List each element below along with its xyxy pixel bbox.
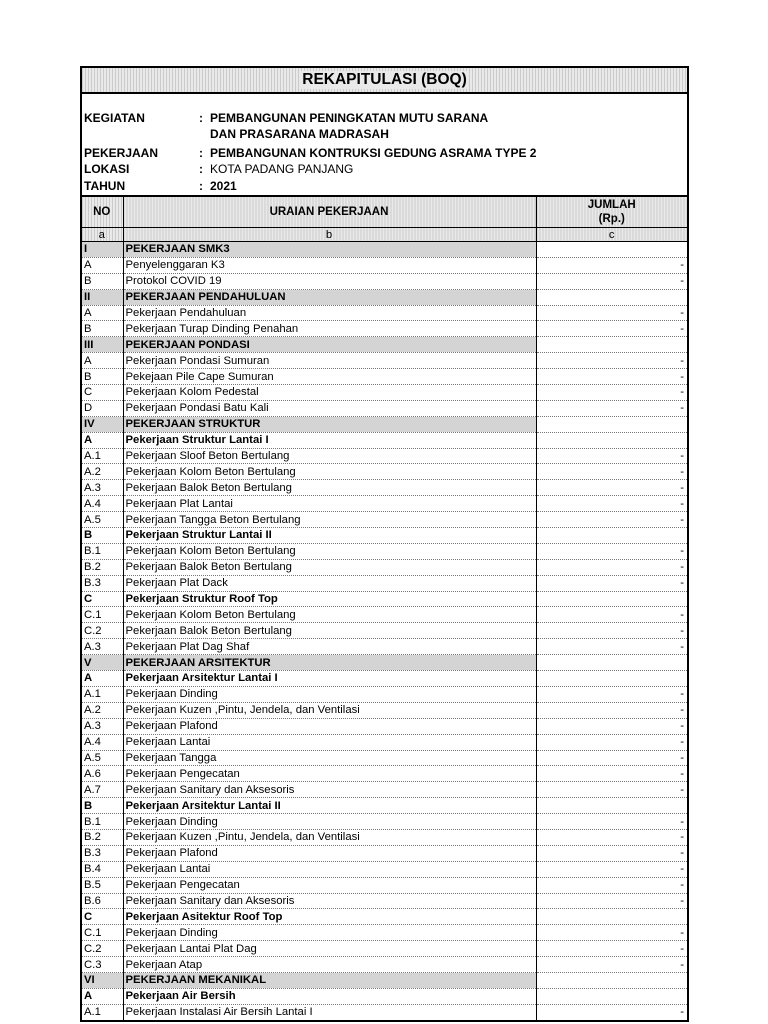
row-description: Pekerjaan Dinding [123, 814, 536, 830]
row-amount: - [536, 941, 688, 957]
section-row [81, 242, 688, 258]
table-row [81, 575, 688, 591]
row-amount: - [536, 273, 688, 289]
row-description: Pekerjaan Kolom Beton Bertulang [123, 464, 536, 480]
table-row [81, 941, 688, 957]
row-description: Pekerjaan Plat Dag Shaf [123, 639, 536, 655]
row-number: B.6 [81, 893, 123, 909]
row-number: B.1 [81, 814, 123, 830]
row-description: Pekerjaan Pengecatan [123, 766, 536, 782]
table-row [81, 448, 688, 464]
row-amount [536, 671, 688, 687]
table-row [81, 353, 688, 369]
table-row [81, 829, 688, 845]
colon: : [199, 179, 203, 193]
row-number: A.4 [81, 734, 123, 750]
kegiatan-value: PEMBANGUNAN PENINGKATAN MUTU SARANA [210, 111, 489, 125]
row-amount: - [536, 814, 688, 830]
table-row [81, 400, 688, 416]
row-description: Pekerjaan Pendahuluan [123, 305, 536, 321]
row-description: Pekerjaan Kuzen ,Pintu, Jendela, dan Ventilasi [123, 829, 536, 845]
table-row [81, 607, 688, 623]
row-description: Pekerjaan Dinding [123, 925, 536, 941]
table-row [81, 464, 688, 480]
row-number: A.6 [81, 766, 123, 782]
row-description: Pekerjaan Pondasi Batu Kali [123, 400, 536, 416]
row-description: Pekerjaan Air Bersih [123, 988, 536, 1004]
section-row [81, 289, 688, 305]
row-amount: - [536, 957, 688, 973]
group-row [81, 798, 688, 814]
row-number: C.2 [81, 941, 123, 957]
row-description: Pekerjaan Lantai [123, 861, 536, 877]
row-description: Pekerjaan Sanitary dan Aksesoris [123, 893, 536, 909]
table-header [81, 197, 688, 228]
header-uraian: URAIAN PEKERJAAN [123, 197, 536, 228]
row-description: Pekerjaan Kolom Beton Bertulang [123, 607, 536, 623]
table-row [81, 861, 688, 877]
row-number: A [81, 353, 123, 369]
row-description: Pekerjaan Plafond [123, 845, 536, 861]
table-row [81, 877, 688, 893]
row-description: Pekerjaan Atap [123, 957, 536, 973]
group-row [81, 671, 688, 687]
table-row [81, 543, 688, 559]
row-description: Pekerjaan Balok Beton Bertulang [123, 623, 536, 639]
row-number: B.3 [81, 575, 123, 591]
row-number: A.1 [81, 686, 123, 702]
table-row [81, 512, 688, 528]
table-row [81, 1004, 688, 1020]
row-description: Pekerjaan Plafond [123, 718, 536, 734]
row-number: A [81, 988, 123, 1004]
table-row [81, 305, 688, 321]
row-description: PEKERJAAN PONDASI [123, 337, 536, 353]
row-description: Pekerjaan Sanitary dan Aksesoris [123, 782, 536, 798]
row-description: Penyelenggaran K3 [123, 257, 536, 273]
row-amount: - [536, 1004, 688, 1020]
row-description: Pekerjaan Balok Beton Bertulang [123, 480, 536, 496]
row-description: Pekerjaan Arsitektur Lantai I [123, 671, 536, 687]
row-amount [536, 972, 688, 988]
row-amount: - [536, 734, 688, 750]
colon: : [199, 111, 203, 125]
row-description: Pekerjaan Balok Beton Bertulang [123, 559, 536, 575]
group-row [81, 432, 688, 448]
row-number: IV [81, 416, 123, 432]
row-description: PEKERJAAN PENDAHULUAN [123, 289, 536, 305]
boq-sheet [80, 66, 689, 1022]
row-description: Pekerjaan Plat Lantai [123, 496, 536, 512]
table-row [81, 766, 688, 782]
table-row [81, 925, 688, 941]
table-row [81, 845, 688, 861]
row-number: A [81, 432, 123, 448]
table-row [81, 702, 688, 718]
row-description: Pekerjaan Tangga Beton Bertulang [123, 512, 536, 528]
row-description: PEKERJAAN STRUKTUR [123, 416, 536, 432]
title-bar [80, 66, 689, 94]
row-description: Pekerjaan Tangga [123, 750, 536, 766]
row-number: A.1 [81, 1004, 123, 1020]
lokasi-value: KOTA PADANG PANJANG [210, 162, 354, 176]
row-number: A.2 [81, 702, 123, 718]
row-number: A.1 [81, 448, 123, 464]
row-description: Pekerjaan Lantai Plat Dag [123, 941, 536, 957]
row-description: Pekerjaan Lantai [123, 734, 536, 750]
row-amount: - [536, 702, 688, 718]
row-amount: - [536, 925, 688, 941]
row-amount [536, 655, 688, 671]
table-row [81, 385, 688, 401]
row-number: A.3 [81, 480, 123, 496]
row-number: C.2 [81, 623, 123, 639]
table-row [81, 814, 688, 830]
row-number: C.3 [81, 957, 123, 973]
row-number: A.2 [81, 464, 123, 480]
row-amount: - [536, 353, 688, 369]
row-amount: - [536, 385, 688, 401]
table-row [81, 686, 688, 702]
row-number: A.7 [81, 782, 123, 798]
table-subheader [81, 228, 688, 242]
row-amount: - [536, 829, 688, 845]
header-jumlah-unit: (Rp.) [598, 213, 625, 225]
row-description: Pekerjaan Struktur Lantai II [123, 528, 536, 544]
table-row [81, 718, 688, 734]
row-description: Pekerjaan Struktur Roof Top [123, 591, 536, 607]
row-number: III [81, 337, 123, 353]
row-description: Pekerjaan Kuzen ,Pintu, Jendela, dan Ventilasi [123, 702, 536, 718]
row-description: Protokol COVID 19 [123, 273, 536, 289]
table-row [81, 273, 688, 289]
table-row [81, 559, 688, 575]
row-description: Pekerjaan Instalasi Air Bersih Lantai I [123, 1004, 536, 1020]
row-number: B [81, 528, 123, 544]
section-row [81, 972, 688, 988]
row-description: Pekerjaan Dinding [123, 686, 536, 702]
row-description: Pekerjaan Struktur Lantai I [123, 432, 536, 448]
row-description: Pekerjaan Asitektur Roof Top [123, 909, 536, 925]
row-number: C [81, 591, 123, 607]
row-description: Pekerjaan Sloof Beton Bertulang [123, 448, 536, 464]
row-description: Pekerjaan Pondasi Sumuran [123, 353, 536, 369]
row-amount: - [536, 686, 688, 702]
row-amount: - [536, 782, 688, 798]
subheader-c: c [536, 228, 688, 242]
table-row [81, 480, 688, 496]
lokasi-label: LOKASI [84, 162, 130, 176]
row-description: Pekerjaan Turap Dinding Penahan [123, 321, 536, 337]
row-number: A.3 [81, 639, 123, 655]
row-amount: - [536, 543, 688, 559]
row-number: B.3 [81, 845, 123, 861]
section-row [81, 416, 688, 432]
row-number: A.3 [81, 718, 123, 734]
table-body [81, 242, 688, 1021]
tahun-label: TAHUN [84, 179, 126, 193]
row-description: Pekejaan Pile Cape Sumuran [123, 369, 536, 385]
row-description: PEKERJAAN MEKANIKAL [123, 972, 536, 988]
table-row [81, 369, 688, 385]
section-row [81, 337, 688, 353]
header-no: NO [81, 197, 123, 228]
row-amount: - [536, 496, 688, 512]
row-number: B.4 [81, 861, 123, 877]
row-number: A.5 [81, 750, 123, 766]
row-amount [536, 337, 688, 353]
row-amount: - [536, 623, 688, 639]
kegiatan-label: KEGIATAN [84, 111, 145, 125]
row-number: B.2 [81, 829, 123, 845]
table-row [81, 782, 688, 798]
row-number: C [81, 385, 123, 401]
row-amount: - [536, 480, 688, 496]
row-amount [536, 798, 688, 814]
table-row [81, 321, 688, 337]
row-amount [536, 289, 688, 305]
row-amount [536, 416, 688, 432]
tahun-value: 2021 [210, 179, 237, 193]
row-amount: - [536, 400, 688, 416]
row-description: Pekerjaan Plat Dack [123, 575, 536, 591]
row-number: V [81, 655, 123, 671]
row-amount: - [536, 845, 688, 861]
row-number: B.5 [81, 877, 123, 893]
table-row [81, 639, 688, 655]
row-number: A [81, 305, 123, 321]
row-number: A.4 [81, 496, 123, 512]
row-number: B.1 [81, 543, 123, 559]
row-number: C.1 [81, 925, 123, 941]
row-amount: - [536, 766, 688, 782]
table-row [81, 957, 688, 973]
row-amount: - [536, 321, 688, 337]
row-amount [536, 432, 688, 448]
group-row [81, 988, 688, 1004]
pekerjaan-label: PEKERJAAN [84, 146, 159, 160]
row-description: Pekerjaan Arsitektur Lantai II [123, 798, 536, 814]
row-number: C.1 [81, 607, 123, 623]
project-info [80, 94, 689, 196]
row-amount: - [536, 464, 688, 480]
row-number: A.5 [81, 512, 123, 528]
pekerjaan-value: PEMBANGUNAN KONTRUKSI GEDUNG ASRAMA TYPE 2 [210, 146, 537, 160]
colon: : [199, 146, 203, 160]
row-description: Pekerjaan Kolom Beton Bertulang [123, 543, 536, 559]
row-amount: - [536, 718, 688, 734]
row-amount: - [536, 257, 688, 273]
table-row [81, 623, 688, 639]
row-description: Pekerjaan Pengecatan [123, 877, 536, 893]
row-amount: - [536, 607, 688, 623]
group-row [81, 528, 688, 544]
row-number: B [81, 798, 123, 814]
row-amount: - [536, 639, 688, 655]
row-amount: - [536, 750, 688, 766]
row-number: C [81, 909, 123, 925]
header-jumlah [536, 197, 688, 228]
row-amount: - [536, 512, 688, 528]
row-number: B [81, 369, 123, 385]
row-number: II [81, 289, 123, 305]
row-number: D [81, 400, 123, 416]
row-number: B.2 [81, 559, 123, 575]
row-number: I [81, 242, 123, 258]
row-number: VI [81, 972, 123, 988]
row-number: B [81, 273, 123, 289]
row-description: PEKERJAAN SMK3 [123, 242, 536, 258]
boq-table [80, 196, 689, 1022]
row-amount [536, 242, 688, 258]
row-amount [536, 528, 688, 544]
table-row [81, 893, 688, 909]
colon: : [199, 162, 203, 176]
table-row [81, 750, 688, 766]
group-row [81, 591, 688, 607]
row-description: PEKERJAAN ARSITEKTUR [123, 655, 536, 671]
row-description: Pekerjaan Kolom Pedestal [123, 385, 536, 401]
table-row [81, 496, 688, 512]
page-title: REKAPITULASI (BOQ) [302, 71, 467, 88]
row-amount: - [536, 305, 688, 321]
row-amount: - [536, 861, 688, 877]
row-amount [536, 591, 688, 607]
row-amount: - [536, 877, 688, 893]
kegiatan-value-2: DAN PRASARANA MADRASAH [210, 127, 389, 141]
row-number: A [81, 671, 123, 687]
group-row [81, 909, 688, 925]
row-amount [536, 909, 688, 925]
row-number: A [81, 257, 123, 273]
table-row [81, 734, 688, 750]
row-amount: - [536, 559, 688, 575]
row-amount: - [536, 369, 688, 385]
row-amount: - [536, 448, 688, 464]
row-number: B [81, 321, 123, 337]
row-amount [536, 988, 688, 1004]
row-amount: - [536, 893, 688, 909]
header-jumlah-label: JUMLAH [587, 199, 636, 211]
row-amount: - [536, 575, 688, 591]
table-row [81, 257, 688, 273]
subheader-b: b [123, 228, 536, 242]
subheader-a: a [81, 228, 123, 242]
section-row [81, 655, 688, 671]
